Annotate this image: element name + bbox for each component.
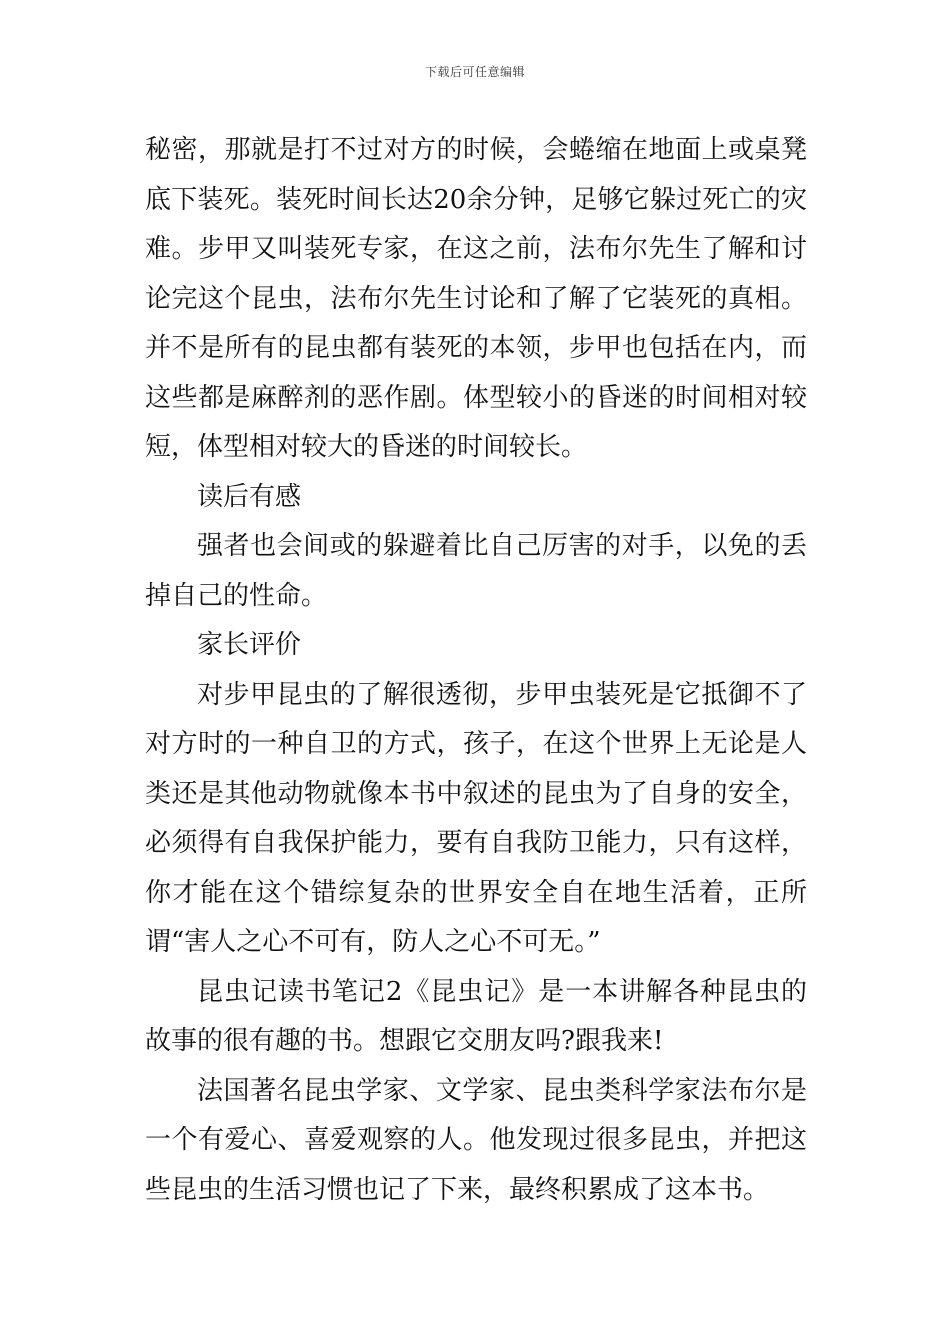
paragraph-notes-2-intro: 昆虫记读书笔记2《昆虫记》是一本讲解各种昆虫的故事的很有趣的书。想跟它交朋友吗?跟我来! [145,976,807,1056]
paragraph-intro-continued: 秘密，那就是打不过对方的时候，会蜷缩在地面上或桌凳底下装死。装死时间长达20余分钟，足够它躲过死亡的灾难。步甲又叫装死专家，在这之前，法布尔先生了解和讨论完这个昆虫，法布尔先生讨论和了解了它装死的真相。并不是所有的昆虫都有装死的本领，步甲也包括在内，而这些都是麻醉剂的恶作剧。体型较小的昏迷的时间相对较短，体型相对较大的昏迷的时间较长。 [145,135,807,462]
page-header: 下载后可任意编辑 [424,65,525,79]
heading-parent-evaluation: 家长评价 [197,630,302,660]
paragraph-reflection: 强者也会间或的躲避着比自己厉害的对手，以免的丢掉自己的性命。 [145,531,807,611]
paragraph-fabre-intro: 法国著名昆虫学家、文学家、昆虫类科学家法布尔是一个有爱心、喜爱观察的人。他发现过很多昆虫，并把这些昆虫的生活习惯也记了下来，最终积累成了这本书。 [145,1075,807,1205]
document-body [145,126,807,1215]
paragraph-parent-evaluation: 对步甲昆虫的了解很透彻，步甲虫装死是它抵御不了对方时的一种自卫的方式，孩子，在这个世界上无论是人类还是其他动物就像本书中叙述的昆虫为了自身的安全，必须得有自我保护能力，要有自我防卫能力，只有这样，你才能在这个错综复杂的世界安全自在地生活着，正所谓“害人之心不可有，防人之心不可无。” [145,679,807,957]
heading-reading-reflection: 读后有感 [197,481,302,512]
